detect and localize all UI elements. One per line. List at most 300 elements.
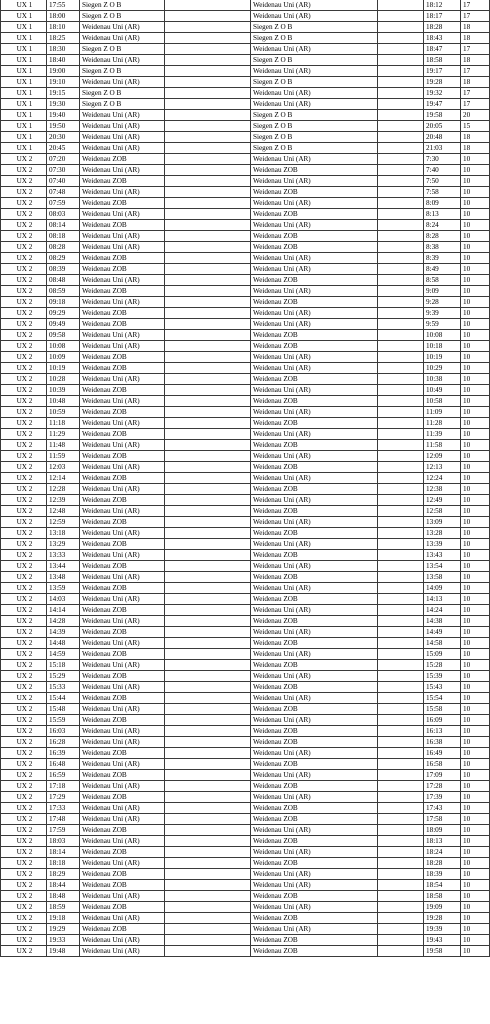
destination-stop-cell: Weidenau Uni (AR) xyxy=(251,649,378,660)
duration-cell: 10 xyxy=(461,726,490,737)
duration-cell: 10 xyxy=(461,561,490,572)
arrival-time-cell: 19:32 xyxy=(424,88,461,99)
table-row xyxy=(1,407,490,418)
empty-cell xyxy=(378,352,424,363)
arrival-time-cell: 20:48 xyxy=(424,132,461,143)
origin-stop-cell: Weidenau Uni (AR) xyxy=(80,462,165,473)
empty-cell xyxy=(165,682,251,693)
departure-time-cell: 19:00 xyxy=(47,66,80,77)
origin-stop-cell: Weidenau Uni (AR) xyxy=(80,341,165,352)
empty-cell xyxy=(378,495,424,506)
destination-stop-cell: Weidenau Uni (AR) xyxy=(251,693,378,704)
destination-stop-cell: Weidenau ZOB xyxy=(251,704,378,715)
empty-cell xyxy=(378,517,424,528)
empty-cell xyxy=(165,110,251,121)
departure-time-cell: 13:59 xyxy=(47,583,80,594)
departure-time-cell: 08:18 xyxy=(47,231,80,242)
empty-cell xyxy=(378,11,424,22)
duration-cell: 10 xyxy=(461,913,490,924)
destination-stop-cell: Weidenau Uni (AR) xyxy=(251,715,378,726)
table-row xyxy=(1,825,490,836)
empty-cell xyxy=(378,110,424,121)
duration-cell: 17 xyxy=(461,88,490,99)
empty-cell xyxy=(165,209,251,220)
empty-cell xyxy=(378,242,424,253)
origin-stop-cell: Weidenau ZOB xyxy=(80,649,165,660)
table-row xyxy=(1,869,490,880)
line-cell: UX 2 xyxy=(1,363,47,374)
table-row xyxy=(1,550,490,561)
empty-cell xyxy=(165,561,251,572)
line-cell: UX 2 xyxy=(1,297,47,308)
arrival-time-cell: 16:13 xyxy=(424,726,461,737)
empty-cell xyxy=(165,297,251,308)
duration-cell: 10 xyxy=(461,198,490,209)
departure-time-cell: 08:14 xyxy=(47,220,80,231)
empty-cell xyxy=(165,374,251,385)
table-row xyxy=(1,143,490,154)
destination-stop-cell: Weidenau Uni (AR) xyxy=(251,66,378,77)
empty-cell xyxy=(378,176,424,187)
empty-cell xyxy=(378,132,424,143)
empty-cell xyxy=(165,165,251,176)
duration-cell: 15 xyxy=(461,121,490,132)
line-cell: UX 2 xyxy=(1,748,47,759)
duration-cell: 10 xyxy=(461,429,490,440)
table-row xyxy=(1,22,490,33)
arrival-time-cell: 12:58 xyxy=(424,506,461,517)
origin-stop-cell: Weidenau Uni (AR) xyxy=(80,121,165,132)
origin-stop-cell: Weidenau ZOB xyxy=(80,352,165,363)
arrival-time-cell: 14:49 xyxy=(424,627,461,638)
table-row xyxy=(1,495,490,506)
empty-cell xyxy=(378,858,424,869)
table-row xyxy=(1,132,490,143)
origin-stop-cell: Weidenau Uni (AR) xyxy=(80,616,165,627)
empty-cell xyxy=(378,814,424,825)
departure-time-cell: 13:33 xyxy=(47,550,80,561)
arrival-time-cell: 11:39 xyxy=(424,429,461,440)
line-cell: UX 2 xyxy=(1,627,47,638)
empty-cell xyxy=(378,594,424,605)
empty-cell xyxy=(378,759,424,770)
destination-stop-cell: Weidenau Uni (AR) xyxy=(251,176,378,187)
line-cell: UX 2 xyxy=(1,836,47,847)
destination-stop-cell: Weidenau ZOB xyxy=(251,737,378,748)
timetable-body xyxy=(1,0,490,957)
destination-stop-cell: Weidenau ZOB xyxy=(251,275,378,286)
empty-cell xyxy=(378,330,424,341)
empty-cell xyxy=(165,352,251,363)
departure-time-cell: 10:19 xyxy=(47,363,80,374)
line-cell: UX 1 xyxy=(1,33,47,44)
empty-cell xyxy=(378,374,424,385)
departure-time-cell: 18:44 xyxy=(47,880,80,891)
table-row xyxy=(1,616,490,627)
empty-cell xyxy=(165,495,251,506)
destination-stop-cell: Weidenau ZOB xyxy=(251,913,378,924)
destination-stop-cell: Weidenau Uni (AR) xyxy=(251,264,378,275)
empty-cell xyxy=(165,671,251,682)
departure-time-cell: 12:39 xyxy=(47,495,80,506)
duration-cell: 18 xyxy=(461,33,490,44)
arrival-time-cell: 11:28 xyxy=(424,418,461,429)
arrival-time-cell: 7:50 xyxy=(424,176,461,187)
empty-cell xyxy=(378,671,424,682)
empty-cell xyxy=(378,704,424,715)
origin-stop-cell: Siegen Z O B xyxy=(80,88,165,99)
empty-cell xyxy=(378,385,424,396)
origin-stop-cell: Weidenau ZOB xyxy=(80,583,165,594)
line-cell: UX 2 xyxy=(1,671,47,682)
destination-stop-cell: Weidenau Uni (AR) xyxy=(251,198,378,209)
duration-cell: 10 xyxy=(461,616,490,627)
destination-stop-cell: Siegen Z O B xyxy=(251,55,378,66)
line-cell: UX 2 xyxy=(1,869,47,880)
duration-cell: 10 xyxy=(461,737,490,748)
line-cell: UX 2 xyxy=(1,473,47,484)
destination-stop-cell: Weidenau ZOB xyxy=(251,484,378,495)
origin-stop-cell: Weidenau ZOB xyxy=(80,825,165,836)
table-row xyxy=(1,539,490,550)
table-row xyxy=(1,715,490,726)
empty-cell xyxy=(165,572,251,583)
empty-cell xyxy=(378,220,424,231)
duration-cell: 10 xyxy=(461,649,490,660)
empty-cell xyxy=(378,77,424,88)
line-cell: UX 1 xyxy=(1,132,47,143)
empty-cell xyxy=(165,847,251,858)
origin-stop-cell: Weidenau ZOB xyxy=(80,495,165,506)
destination-stop-cell: Weidenau Uni (AR) xyxy=(251,88,378,99)
empty-cell xyxy=(165,396,251,407)
destination-stop-cell: Weidenau ZOB xyxy=(251,506,378,517)
line-cell: UX 2 xyxy=(1,770,47,781)
destination-stop-cell: Weidenau Uni (AR) xyxy=(251,0,378,11)
line-cell: UX 2 xyxy=(1,198,47,209)
origin-stop-cell: Weidenau Uni (AR) xyxy=(80,726,165,737)
empty-cell xyxy=(165,429,251,440)
empty-cell xyxy=(378,154,424,165)
destination-stop-cell: Weidenau ZOB xyxy=(251,935,378,946)
empty-cell xyxy=(165,451,251,462)
destination-stop-cell: Weidenau ZOB xyxy=(251,814,378,825)
line-cell: UX 2 xyxy=(1,726,47,737)
arrival-time-cell: 10:38 xyxy=(424,374,461,385)
departure-time-cell: 18:59 xyxy=(47,902,80,913)
duration-cell: 10 xyxy=(461,924,490,935)
arrival-time-cell: 10:18 xyxy=(424,341,461,352)
destination-stop-cell: Weidenau Uni (AR) xyxy=(251,253,378,264)
origin-stop-cell: Weidenau ZOB xyxy=(80,308,165,319)
table-row xyxy=(1,55,490,66)
departure-time-cell: 18:25 xyxy=(47,33,80,44)
empty-cell xyxy=(165,275,251,286)
departure-time-cell: 14:39 xyxy=(47,627,80,638)
table-row xyxy=(1,660,490,671)
departure-time-cell: 15:44 xyxy=(47,693,80,704)
table-row xyxy=(1,88,490,99)
empty-cell xyxy=(378,572,424,583)
destination-stop-cell: Weidenau Uni (AR) xyxy=(251,385,378,396)
table-row xyxy=(1,77,490,88)
origin-stop-cell: Weidenau Uni (AR) xyxy=(80,737,165,748)
origin-stop-cell: Weidenau Uni (AR) xyxy=(80,143,165,154)
destination-stop-cell: Siegen Z O B xyxy=(251,121,378,132)
empty-cell xyxy=(378,781,424,792)
destination-stop-cell: Weidenau Uni (AR) xyxy=(251,451,378,462)
line-cell: UX 1 xyxy=(1,11,47,22)
destination-stop-cell: Weidenau ZOB xyxy=(251,638,378,649)
departure-time-cell: 18:40 xyxy=(47,55,80,66)
duration-cell: 10 xyxy=(461,770,490,781)
departure-time-cell: 16:28 xyxy=(47,737,80,748)
origin-stop-cell: Weidenau Uni (AR) xyxy=(80,55,165,66)
destination-stop-cell: Weidenau ZOB xyxy=(251,187,378,198)
table-row xyxy=(1,242,490,253)
empty-cell xyxy=(378,583,424,594)
line-cell: UX 2 xyxy=(1,330,47,341)
table-row xyxy=(1,308,490,319)
table-row xyxy=(1,913,490,924)
line-cell: UX 2 xyxy=(1,484,47,495)
arrival-time-cell: 10:29 xyxy=(424,363,461,374)
empty-cell xyxy=(165,550,251,561)
table-row xyxy=(1,891,490,902)
line-cell: UX 2 xyxy=(1,792,47,803)
table-row xyxy=(1,462,490,473)
empty-cell xyxy=(165,748,251,759)
duration-cell: 10 xyxy=(461,814,490,825)
empty-cell xyxy=(165,187,251,198)
empty-cell xyxy=(165,407,251,418)
empty-cell xyxy=(165,55,251,66)
line-cell: UX 1 xyxy=(1,110,47,121)
line-cell: UX 2 xyxy=(1,814,47,825)
line-cell: UX 2 xyxy=(1,649,47,660)
duration-cell: 20 xyxy=(461,110,490,121)
table-row xyxy=(1,583,490,594)
departure-time-cell: 11:59 xyxy=(47,451,80,462)
empty-cell xyxy=(378,275,424,286)
empty-cell xyxy=(378,418,424,429)
empty-cell xyxy=(378,528,424,539)
empty-cell xyxy=(165,627,251,638)
destination-stop-cell: Weidenau ZOB xyxy=(251,550,378,561)
duration-cell: 10 xyxy=(461,407,490,418)
origin-stop-cell: Weidenau Uni (AR) xyxy=(80,231,165,242)
origin-stop-cell: Weidenau ZOB xyxy=(80,451,165,462)
table-row xyxy=(1,704,490,715)
duration-cell: 10 xyxy=(461,154,490,165)
line-cell: UX 2 xyxy=(1,605,47,616)
origin-stop-cell: Weidenau Uni (AR) xyxy=(80,935,165,946)
origin-stop-cell: Weidenau Uni (AR) xyxy=(80,814,165,825)
line-cell: UX 2 xyxy=(1,704,47,715)
table-row xyxy=(1,154,490,165)
arrival-time-cell: 21:03 xyxy=(424,143,461,154)
line-cell: UX 2 xyxy=(1,803,47,814)
empty-cell xyxy=(165,330,251,341)
table-row xyxy=(1,253,490,264)
duration-cell: 10 xyxy=(461,264,490,275)
origin-stop-cell: Weidenau Uni (AR) xyxy=(80,704,165,715)
arrival-time-cell: 7:40 xyxy=(424,165,461,176)
destination-stop-cell: Weidenau Uni (AR) xyxy=(251,44,378,55)
line-cell: UX 2 xyxy=(1,638,47,649)
duration-cell: 10 xyxy=(461,297,490,308)
arrival-time-cell: 18:17 xyxy=(424,11,461,22)
origin-stop-cell: Weidenau Uni (AR) xyxy=(80,506,165,517)
departure-time-cell: 09:18 xyxy=(47,297,80,308)
line-cell: UX 2 xyxy=(1,451,47,462)
line-cell: UX 2 xyxy=(1,693,47,704)
origin-stop-cell: Siegen Z O B xyxy=(80,66,165,77)
table-row xyxy=(1,297,490,308)
origin-stop-cell: Weidenau ZOB xyxy=(80,385,165,396)
departure-time-cell: 10:48 xyxy=(47,396,80,407)
empty-cell xyxy=(165,858,251,869)
destination-stop-cell: Siegen Z O B xyxy=(251,33,378,44)
destination-stop-cell: Weidenau ZOB xyxy=(251,759,378,770)
departure-time-cell: 15:33 xyxy=(47,682,80,693)
empty-cell xyxy=(378,484,424,495)
origin-stop-cell: Weidenau ZOB xyxy=(80,319,165,330)
empty-cell xyxy=(378,726,424,737)
departure-time-cell: 17:55 xyxy=(47,0,80,11)
origin-stop-cell: Weidenau ZOB xyxy=(80,539,165,550)
empty-cell xyxy=(165,715,251,726)
departure-time-cell: 18:10 xyxy=(47,22,80,33)
duration-cell: 10 xyxy=(461,517,490,528)
empty-cell xyxy=(165,913,251,924)
arrival-time-cell: 8:58 xyxy=(424,275,461,286)
arrival-time-cell: 19:58 xyxy=(424,110,461,121)
arrival-time-cell: 15:39 xyxy=(424,671,461,682)
origin-stop-cell: Weidenau Uni (AR) xyxy=(80,242,165,253)
origin-stop-cell: Weidenau Uni (AR) xyxy=(80,759,165,770)
line-cell: UX 2 xyxy=(1,220,47,231)
destination-stop-cell: Weidenau ZOB xyxy=(251,660,378,671)
empty-cell xyxy=(378,605,424,616)
destination-stop-cell: Weidenau Uni (AR) xyxy=(251,671,378,682)
empty-cell xyxy=(165,198,251,209)
destination-stop-cell: Weidenau ZOB xyxy=(251,946,378,957)
duration-cell: 10 xyxy=(461,682,490,693)
duration-cell: 10 xyxy=(461,242,490,253)
empty-cell xyxy=(165,44,251,55)
duration-cell: 10 xyxy=(461,935,490,946)
table-row xyxy=(1,682,490,693)
origin-stop-cell: Weidenau Uni (AR) xyxy=(80,418,165,429)
departure-time-cell: 08:03 xyxy=(47,209,80,220)
origin-stop-cell: Weidenau Uni (AR) xyxy=(80,858,165,869)
line-cell: UX 2 xyxy=(1,935,47,946)
line-cell: UX 2 xyxy=(1,495,47,506)
origin-stop-cell: Weidenau ZOB xyxy=(80,693,165,704)
empty-cell xyxy=(378,198,424,209)
duration-cell: 10 xyxy=(461,880,490,891)
table-row xyxy=(1,528,490,539)
duration-cell: 10 xyxy=(461,341,490,352)
line-cell: UX 2 xyxy=(1,407,47,418)
arrival-time-cell: 12:09 xyxy=(424,451,461,462)
duration-cell: 10 xyxy=(461,704,490,715)
empty-cell xyxy=(165,880,251,891)
arrival-time-cell: 12:38 xyxy=(424,484,461,495)
duration-cell: 10 xyxy=(461,847,490,858)
duration-cell: 10 xyxy=(461,286,490,297)
line-cell: UX 2 xyxy=(1,924,47,935)
origin-stop-cell: Weidenau Uni (AR) xyxy=(80,913,165,924)
arrival-time-cell: 18:13 xyxy=(424,836,461,847)
empty-cell xyxy=(165,319,251,330)
empty-cell xyxy=(378,22,424,33)
destination-stop-cell: Siegen Z O B xyxy=(251,143,378,154)
empty-cell xyxy=(165,836,251,847)
arrival-time-cell: 12:49 xyxy=(424,495,461,506)
duration-cell: 18 xyxy=(461,22,490,33)
destination-stop-cell: Weidenau Uni (AR) xyxy=(251,539,378,550)
origin-stop-cell: Weidenau Uni (AR) xyxy=(80,660,165,671)
duration-cell: 10 xyxy=(461,550,490,561)
empty-cell xyxy=(165,605,251,616)
arrival-time-cell: 9:28 xyxy=(424,297,461,308)
origin-stop-cell: Weidenau ZOB xyxy=(80,154,165,165)
departure-time-cell: 18:03 xyxy=(47,836,80,847)
destination-stop-cell: Weidenau ZOB xyxy=(251,440,378,451)
line-cell: UX 2 xyxy=(1,275,47,286)
arrival-time-cell: 19:39 xyxy=(424,924,461,935)
origin-stop-cell: Weidenau ZOB xyxy=(80,407,165,418)
duration-cell: 10 xyxy=(461,275,490,286)
duration-cell: 10 xyxy=(461,792,490,803)
empty-cell xyxy=(165,935,251,946)
departure-time-cell: 15:48 xyxy=(47,704,80,715)
destination-stop-cell: Weidenau Uni (AR) xyxy=(251,363,378,374)
duration-cell: 10 xyxy=(461,330,490,341)
table-row xyxy=(1,418,490,429)
empty-cell xyxy=(165,286,251,297)
origin-stop-cell: Weidenau Uni (AR) xyxy=(80,550,165,561)
line-cell: UX 2 xyxy=(1,385,47,396)
departure-time-cell: 11:29 xyxy=(47,429,80,440)
empty-cell xyxy=(378,792,424,803)
arrival-time-cell: 10:58 xyxy=(424,396,461,407)
origin-stop-cell: Weidenau Uni (AR) xyxy=(80,396,165,407)
departure-time-cell: 08:48 xyxy=(47,275,80,286)
arrival-time-cell: 19:09 xyxy=(424,902,461,913)
origin-stop-cell: Weidenau Uni (AR) xyxy=(80,781,165,792)
destination-stop-cell: Weidenau Uni (AR) xyxy=(251,11,378,22)
empty-cell xyxy=(165,0,251,11)
empty-cell xyxy=(378,88,424,99)
duration-cell: 10 xyxy=(461,583,490,594)
origin-stop-cell: Weidenau Uni (AR) xyxy=(80,77,165,88)
arrival-time-cell: 18:39 xyxy=(424,869,461,880)
arrival-time-cell: 10:08 xyxy=(424,330,461,341)
empty-cell xyxy=(165,539,251,550)
arrival-time-cell: 7:30 xyxy=(424,154,461,165)
arrival-time-cell: 13:28 xyxy=(424,528,461,539)
empty-cell xyxy=(378,66,424,77)
line-cell: UX 2 xyxy=(1,594,47,605)
table-row xyxy=(1,110,490,121)
table-row xyxy=(1,451,490,462)
empty-cell xyxy=(378,902,424,913)
duration-cell: 10 xyxy=(461,209,490,220)
arrival-time-cell: 10:19 xyxy=(424,352,461,363)
